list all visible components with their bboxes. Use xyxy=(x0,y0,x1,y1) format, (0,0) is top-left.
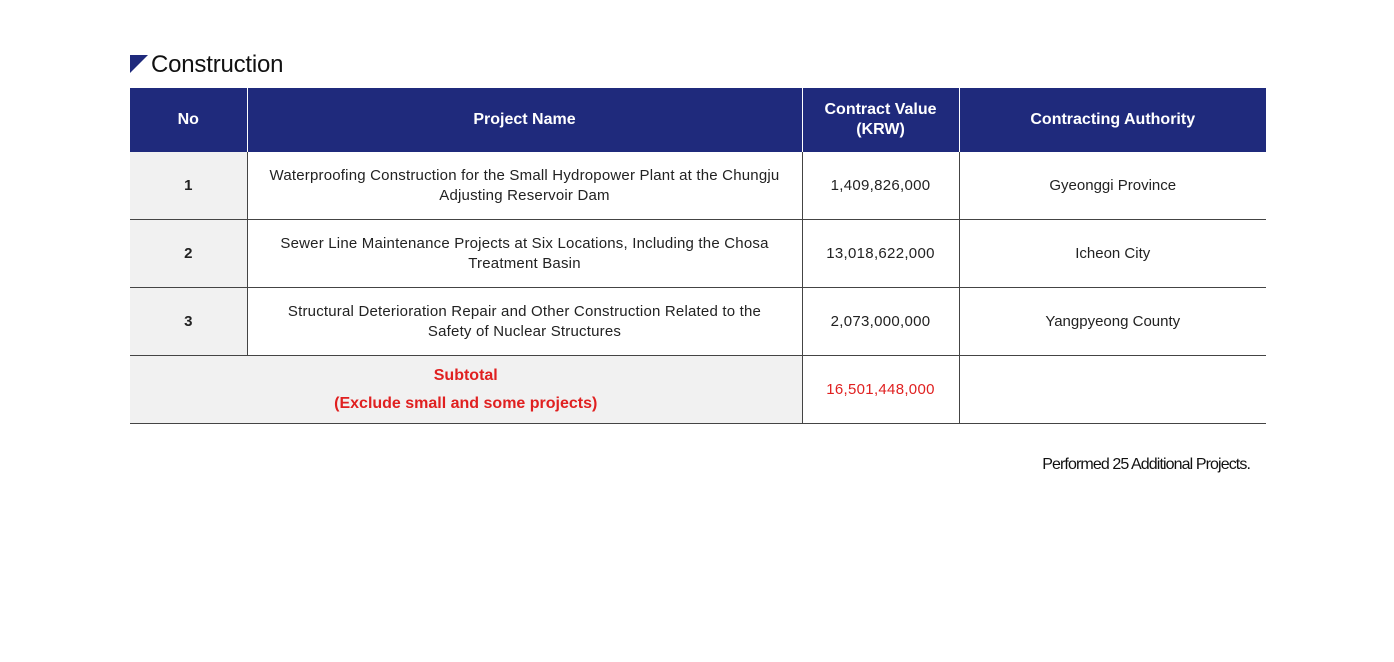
contract-value-unit: (KRW) xyxy=(856,121,905,138)
row-number: 3 xyxy=(130,288,247,356)
section-heading xyxy=(130,50,283,80)
subtotal-value: 16,501,448,000 xyxy=(802,356,959,424)
subtotal-row xyxy=(130,356,1266,424)
contracting-authority: Gyeonggi Province xyxy=(959,152,1266,220)
row-number: 1 xyxy=(130,152,247,220)
contracting-authority: Yangpyeong County xyxy=(959,288,1266,356)
subtotal-note: (Exclude small and some projects) xyxy=(334,394,598,412)
project-name-line: Treatment Basin xyxy=(468,254,581,272)
triangle-marker-icon xyxy=(130,55,148,73)
project-name-line: Safety of Nuclear Structures xyxy=(427,322,622,340)
project-name xyxy=(247,288,802,356)
table-row xyxy=(130,220,1266,288)
project-name-line: Sewer Line Maintenance Projects at Six Locations, Including the Chosa xyxy=(280,234,769,252)
row-number: 2 xyxy=(130,220,247,288)
column-header-contracting-authority: Contracting Authority xyxy=(959,88,1266,152)
projects-table xyxy=(130,88,1266,424)
project-name-line: Adjusting Reservoir Dam xyxy=(439,186,610,204)
contract-value: 13,018,622,000 xyxy=(802,220,959,288)
project-name-line: Waterproofing Construction for the Small Hydropower Plant at the Chungju xyxy=(269,166,780,184)
subtotal-authority-empty xyxy=(959,356,1266,424)
table-header-row xyxy=(130,88,1266,152)
contracting-authority: Icheon City xyxy=(959,220,1266,288)
contract-value: 2,073,000,000 xyxy=(802,288,959,356)
footnote: Performed 25 Additional Projects. xyxy=(1042,456,1250,473)
subtotal-label: Subtotal xyxy=(433,366,498,384)
project-name xyxy=(247,220,802,288)
column-header-no: No xyxy=(130,88,247,152)
table-row xyxy=(130,152,1266,220)
contract-value: 1,409,826,000 xyxy=(802,152,959,220)
subtotal-label-cell xyxy=(130,356,802,424)
table-row xyxy=(130,288,1266,356)
project-name xyxy=(247,152,802,220)
column-header-project-name: Project Name xyxy=(247,88,802,152)
contract-value-label: Contract Value xyxy=(824,101,937,118)
column-header-contract-value xyxy=(802,88,959,152)
section-title: Construction xyxy=(151,51,284,78)
project-name-line: Structural Deterioration Repair and Other Construction Related to the xyxy=(287,302,762,320)
